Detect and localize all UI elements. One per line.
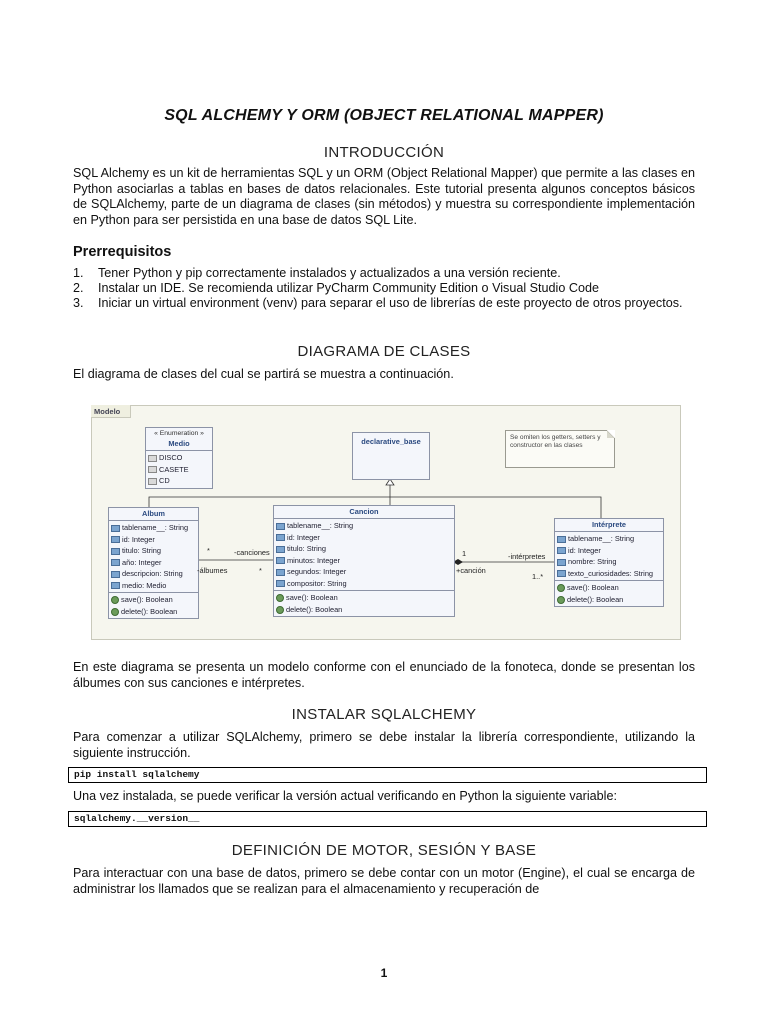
prereq-list <box>73 266 695 312</box>
method-icon <box>557 596 565 604</box>
enum-medio: « Enumeration » Medio DISCO CASETE CD <box>145 427 213 489</box>
field-icon <box>276 523 285 530</box>
field-icon <box>111 582 120 589</box>
label-canciones: -canciones <box>234 548 270 557</box>
enum-icon <box>148 478 157 485</box>
field-icon <box>557 547 566 554</box>
label-interpretes: -intérpretes <box>508 552 546 561</box>
package-tab: Modelo <box>91 405 131 418</box>
diagram-description-paragraph: En este diagrama se presenta un modelo conforme con el enunciado de la fonoteca, donde se presentan los álbumes con sus canciones e intérpretes. <box>73 660 695 690</box>
list-item: 2. Instalar un IDE. Se recomienda utilizar PyCharm Community Edition o Visual Studio Code <box>73 281 599 296</box>
diagram-heading: DIAGRAMA DE CLASES <box>297 343 471 360</box>
code-block-version: sqlalchemy.__version__ <box>68 811 707 827</box>
field-icon <box>111 536 120 543</box>
enum-value: CASETE <box>146 464 212 476</box>
diagram-note: Se omiten los getters, setters y constructor en las clases <box>505 430 615 468</box>
page-number: 1 <box>380 966 388 980</box>
label-cancion: +canción <box>456 566 486 575</box>
field-icon <box>276 580 285 587</box>
method-icon <box>276 606 284 614</box>
code-block-install: pip install sqlalchemy <box>68 767 707 783</box>
list-item: 1. Tener Python y pip correctamente instalados y actualizados a una versión reciente. <box>73 266 561 280</box>
field-icon <box>111 548 120 555</box>
method-icon <box>111 608 119 616</box>
method-icon <box>276 594 284 602</box>
motor-paragraph: Para interactuar con una base de datos, primero se debe contar con un motor (Engine), el cual se encarga de administrar los llamados que se realizan para el almacenamiento y recuperación de <box>73 866 695 896</box>
method-icon <box>557 584 565 592</box>
field-icon <box>557 536 566 543</box>
install-verify-paragraph: Una vez instalada, se puede verificar la versión actual verificando en Python la siguiente variable: <box>73 789 617 803</box>
diagram-intro-paragraph: El diagrama de clases del cual se partirá se muestra a continuación. <box>73 367 454 381</box>
label-star-album: * <box>207 546 210 555</box>
motor-heading: DEFINICIÓN DE MOTOR, SESIÓN Y BASE <box>231 842 537 859</box>
field-icon <box>111 525 120 532</box>
class-declarative-base: declarative_base <box>352 432 430 480</box>
field-icon <box>111 559 120 566</box>
field-icon <box>276 534 285 541</box>
label-star-cancion: * <box>259 566 262 575</box>
class-interprete: Intérprete tablename__: String id: Integer nombre: String texto_curiosidades: String save(): Boolean delete(): Boolean <box>554 518 664 607</box>
field-icon <box>276 546 285 553</box>
field-icon <box>557 570 566 577</box>
field-icon <box>276 569 285 576</box>
field-icon <box>111 571 120 578</box>
install-heading: INSTALAR SQLALCHEMY <box>291 706 477 723</box>
intro-paragraph: SQL Alchemy es un kit de herramientas SQL y un ORM (Object Relational Mapper) que permite a las clases en Python asociarlas a tablas en bases de datos relacionales. Este tutorial presenta algunos conceptos básicos de SQLAlchemy, parte de un diagrama de clases (sin métodos) y muestra su correspondiente implementación en Python para ser persistida en una base de datos SQL Lite. <box>73 166 695 227</box>
class-album: Album tablename__: String id: Integer titulo: String año: Integer descripcion: String medio: Medio save(): Boolean delete(): Boolean <box>108 507 199 619</box>
field-icon <box>557 559 566 566</box>
label-one-star: 1..* <box>532 572 544 581</box>
list-item: 3. Iniciar un virtual environment (venv) para separar el uso de librerías de este proyecto de otros proyectos. <box>73 296 683 311</box>
enum-icon <box>148 455 157 462</box>
intro-heading: INTRODUCCIÓN <box>323 144 445 161</box>
document-title: SQL ALCHEMY Y ORM (OBJECT RELATIONAL MAPPER) <box>164 107 604 124</box>
enum-icon <box>148 466 157 473</box>
prereq-heading: Prerrequisitos <box>73 244 172 260</box>
class-cancion: Cancion tablename__: String id: Integer titulo: String minutos: Integer segundos: Integer compositor: String save(): Boolean delete(): Boolean <box>273 505 455 617</box>
field-icon <box>276 557 285 564</box>
label-albumes: -álbumes <box>197 566 228 575</box>
method-icon <box>111 596 119 604</box>
label-one: 1 <box>462 549 467 558</box>
install-paragraph: Para comenzar a utilizar SQLAlchemy, primero se debe instalar la librería correspondiente, utilizando la siguiente instrucción. <box>73 730 695 760</box>
enum-value: DISCO <box>146 452 212 464</box>
enum-value: CD <box>146 475 212 487</box>
